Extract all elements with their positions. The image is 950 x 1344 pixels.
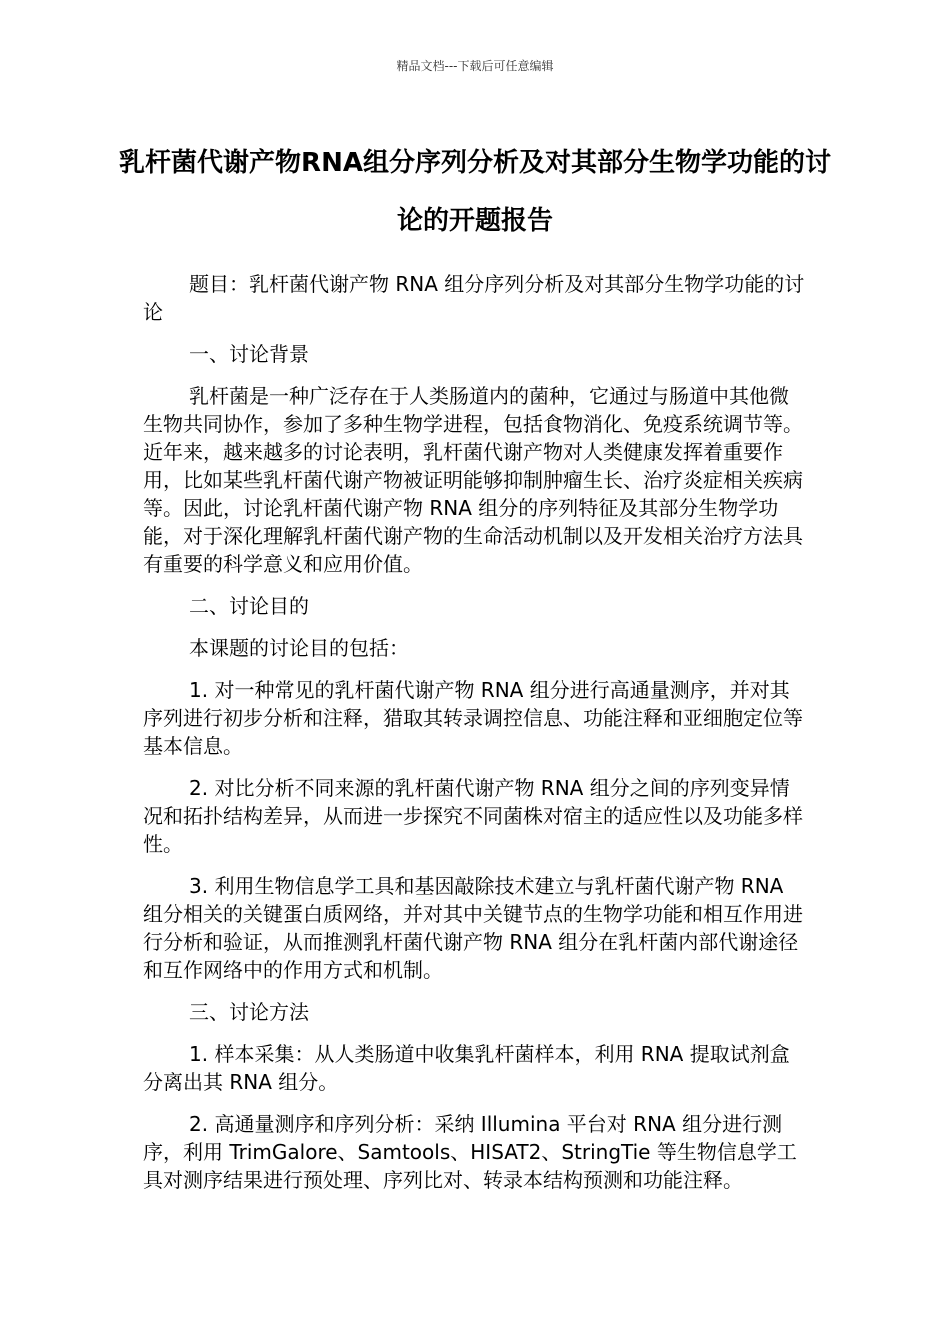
section-heading-purpose: 二、讨论目的 — [189, 594, 309, 618]
list-item-purpose-3: 3. 利用生物信息学工具和基因敲除技术建立与乳杆菌代谢产物 RNA 组分相关的关键蛋白质网络，并对其中关键节点的生物学功能和相互作用进行分析和验证，从而推测乳杆菌代谢产物 RNA 组分在乳杆菌内部代谢途径和互作网络中的作用方式和机制。 — [143, 874, 803, 982]
document-body — [143, 270, 807, 1208]
paragraph-background: 乳杆菌是一种广泛存在于人类肠道内的菌种，它通过与肠道中其他微生物共同协作，参加了多种生物学进程，包括食物消化、免疫系统调节等。近年来，越来越多的讨论表明，乳杆菌代谢产物对人类健康发挥着重要作用，比如某些乳杆菌代谢产物被证明能够抑制肿瘤生长、治疗炎症相关疾病等。因此，讨论乳杆菌代谢产物 RNA 组分的序列特征及其部分生物学功能，对于深化理解乳杆菌代谢产物的生命活动机制以及开发相关治疗方法具有重要的科学意义和应用价值。 — [143, 384, 803, 576]
paragraph-purpose-intro: 本课题的讨论目的包括： — [189, 636, 409, 660]
section-heading-background: 一、讨论背景 — [189, 342, 309, 366]
document-title: 乳杆菌代谢产物RNA组分序列分析及对其部分生物学功能的讨论的开题报告 — [119, 148, 831, 236]
section-heading-methods: 三、讨论方法 — [189, 1000, 309, 1024]
list-item-purpose-1: 1. 对一种常见的乳杆菌代谢产物 RNA 组分进行高通量测序，并对其序列进行初步分析和注释，猎取其转录调控信息、功能注释和亚细胞定位等基本信息。 — [143, 678, 803, 758]
list-item-method-1: 1. 样本采集：从人类肠道中收集乳杆菌样本，利用 RNA 提取试剂盒分离出其 RNA 组分。 — [143, 1042, 790, 1094]
paragraph-topic: 题目：乳杆菌代谢产物 RNA 组分序列分析及对其部分生物学功能的讨论 — [143, 272, 805, 324]
list-item-purpose-2: 2. 对比分析不同来源的乳杆菌代谢产物 RNA 组分之间的序列变异情况和拓扑结构差异，从而进一步探究不同菌株对宿主的适应性以及功能多样性。 — [143, 776, 803, 856]
list-item-method-2: 2. 高通量测序和序列分析：采纳 Illumina 平台对 RNA 组分进行测序，利用 TrimGalore、Samtools、HISAT2、StringTie 等生物信息学工具对测序结果进行预处理、序列比对、转录本结构预测和功能注释。 — [143, 1112, 797, 1192]
page-header: 精品文档---下载后可任意编辑 — [396, 59, 554, 73]
